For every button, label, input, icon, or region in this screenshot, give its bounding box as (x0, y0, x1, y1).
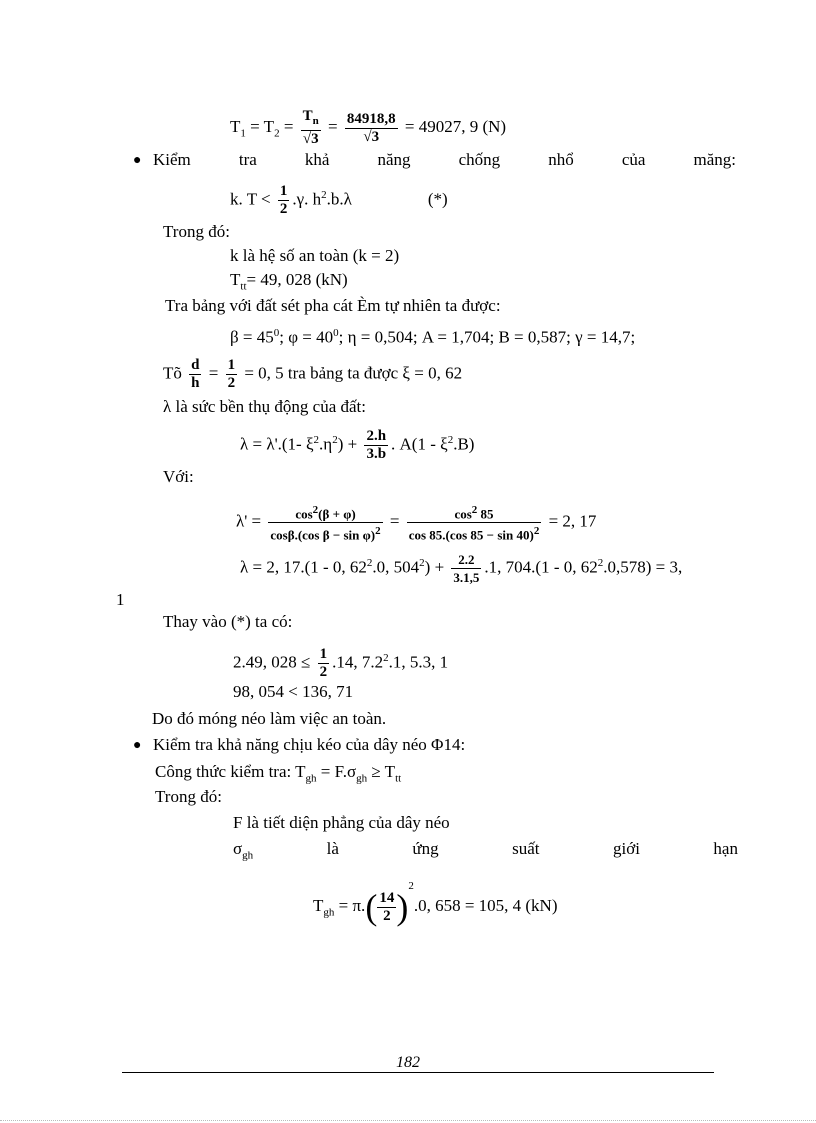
footer-rule (122, 1072, 714, 1073)
table-lookup-line: Tra bảng với đất sét pha cát Èm tự nhiên ta được: (165, 296, 501, 315)
fraction-one-half-3: $\frac{1}{2}$ (319, 646, 328, 680)
lambda-result-continuation: 1 (116, 590, 125, 609)
fraction-one-half: $\frac{1}{2}$ (279, 183, 288, 217)
tgh-equation: $T_{gh} = \pi$.( $\frac{14}{2}$ )$^2$.0, 658 = 105, 4 (kN) (313, 880, 558, 928)
fraction-14-2: $\frac{14}{2}$ (379, 889, 395, 924)
ratio-line: Tõ $\frac{d}{h}$ = $\frac{1}{2}$ = 0, 5 tra bảng ta được ξ = 0, 62 (163, 357, 463, 391)
ttt-line: $T_{tt}= 49$, 028 (kN) (230, 270, 348, 293)
f-definition: F là tiết diện phẳng của dây néo (233, 813, 450, 832)
fraction-2h-3b: $\frac{2.h}{3.b}$ (366, 428, 387, 462)
with-label: Với: (163, 467, 194, 486)
page-edge-divider (0, 1120, 816, 1121)
heading-check-tension: Kiểm tra khả năng chịu kéo của dây néo Φ14: (153, 735, 466, 754)
fraction-lambda-prime-general: $\frac{\cos^2(\beta + \varphi)}{\cos\beta.(\cos \beta - \sin \varphi)^2}$ (270, 504, 381, 543)
where-label-1: Trong đó: (163, 222, 230, 241)
substitute-label: Thay vào (*) ta có: (163, 612, 293, 631)
lambda-equation: λ = λ'.(1- $\xi^2.\eta^2$) + $\frac{2.h}{3.b}$ . $A(1 - \xi^2.B)$ (240, 428, 475, 462)
params-line: $\beta = 45^0$; $\varphi = 40^0$; η = 0,504; A = 1,704; B = 0,587; γ = 14,7; (230, 327, 636, 347)
where-label-2: Trong đó: (155, 787, 222, 806)
lambda-prime-equation: λ' = $\frac{\cos^2(\beta + \varphi)}{\cos\beta.(\cos \beta - \sin \varphi)^2}$ = $\frac{\cos^2 85}{\cos 85.(\cos 85 - \sin 40)^2}$ = 2, 17 (236, 504, 597, 543)
k-line: k là hệ số an toàn (k = 2) (230, 246, 400, 265)
fraction-one-half-2: $\frac{1}{2}$ (227, 357, 236, 391)
lambda-definition: λ là sức bền thụ động của đất: (163, 397, 366, 416)
bullet-icon: ● (133, 153, 142, 168)
bullet-icon: ● (133, 738, 142, 753)
inequality-star: k. T < $\frac{1}{2}$ .γ. $h^2.b.\lambda$ (*) (230, 183, 448, 217)
page-number: 182 (396, 1054, 420, 1071)
fraction-22-315: $\frac{2.2}{3.1,5}$ (453, 552, 480, 585)
comparison-line: 98, 054 < 136, 71 (233, 682, 354, 701)
lambda-calculation: λ = 2, 17.(1 - 0, $62^2.0$, $504^2$) + $\frac{2.2}{3.1,5}$ .1, 704.(1 - 0, $62^2.0,578) = 3$, (240, 552, 683, 585)
conclusion-line: Do đó móng néo làm việc an toàn. (152, 709, 387, 728)
formula-line: Công thức kiểm tra: $T_{gh} = F.\sigma_{gh} \ge T_{tt}$ (155, 762, 402, 785)
fraction-tn-sqrt3: $T_n$ √ 3 (301, 108, 321, 148)
heading-check-pull: Kiểm tra khả năng chống nhổ của măng: (153, 150, 736, 169)
fraction-d-h: $\frac{d}{h}$ (191, 357, 200, 391)
equation-t1-t2: $T_1 = T_2$ = $T_n$ √ 3 = 84918,8 √ 3 = 49027, 9 (N) (230, 108, 506, 148)
sigma-definition: $\sigma_{gh}$ là ứng suất giới hạn (233, 839, 738, 862)
fraction-lambda-prime-values: $\frac{\cos^2 85}{\cos 85.(\cos 85 - \sin 40)^2}$ (408, 504, 540, 543)
fraction-value-sqrt3: 84918,8 √ 3 (345, 111, 398, 146)
substitution-line: 2.49, 028 ≤ $\frac{1}{2}$ .14, $7.2^2.1$, 5.3, 1 (233, 646, 449, 680)
